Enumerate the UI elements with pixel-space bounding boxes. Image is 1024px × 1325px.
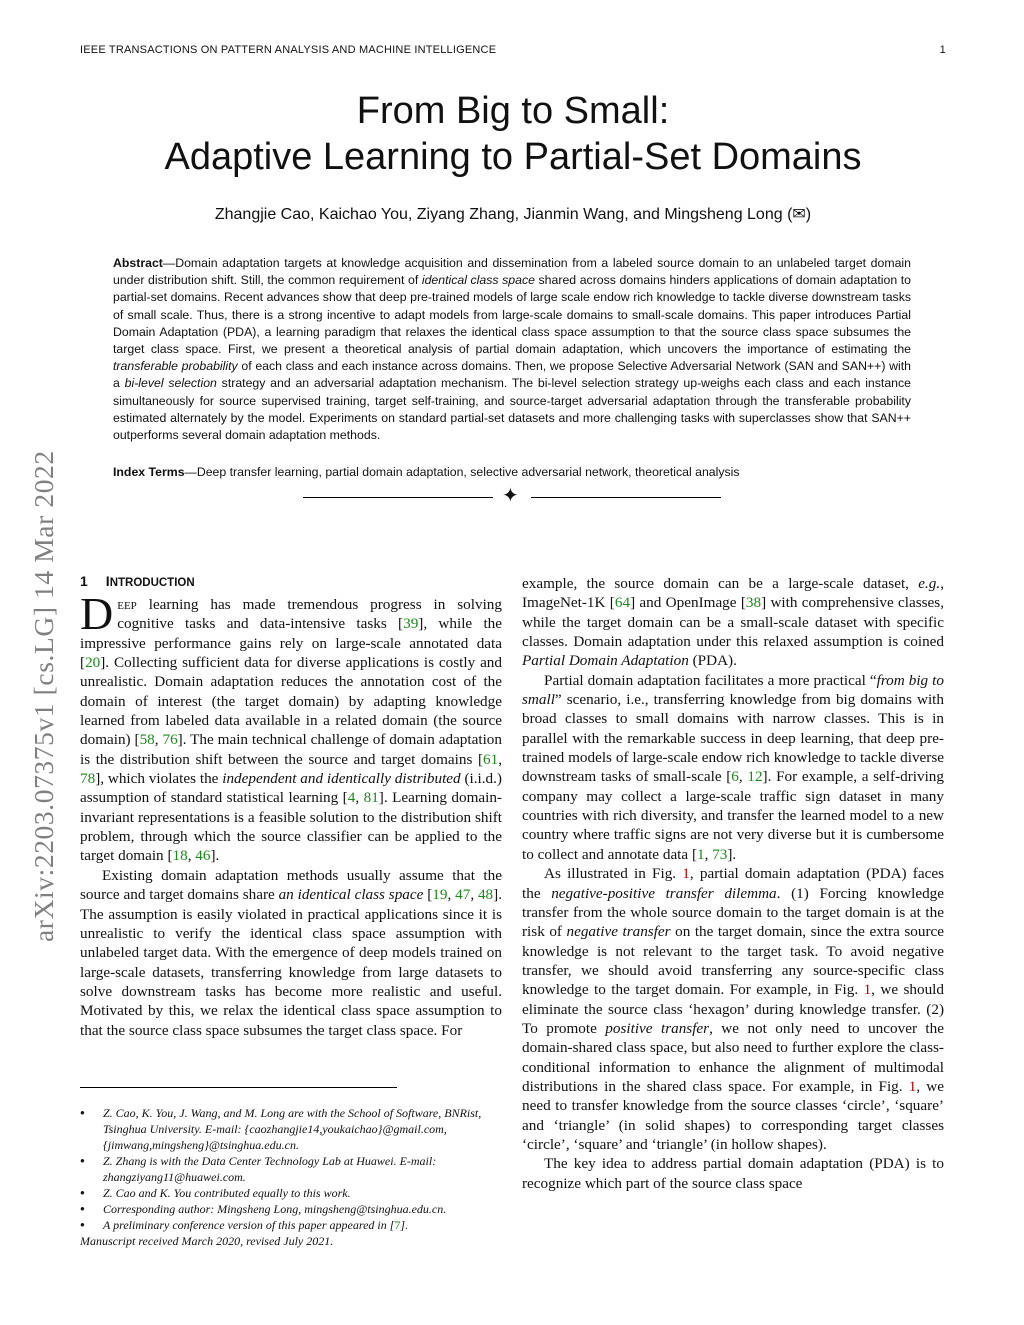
intro-paragraph-2 (80, 866, 502, 1040)
text: A preliminary conference version of this paper appeared in [ (103, 1218, 395, 1232)
citation-link[interactable]: 48 (477, 886, 494, 904)
section-number: 1 (80, 573, 88, 589)
citation-link[interactable]: 58 (139, 731, 155, 749)
abstract-text: —Domain adaptation targets at knowledge acquisition and dissemination from a labeled source domain to an unlabeled target domain under distribution shift. Still, the common requirement of (113, 256, 911, 288)
emphasis: e.g. (918, 575, 941, 592)
abstract-label: Abstract (113, 256, 163, 270)
emphasis: negative-positive transfer dilemma (551, 884, 777, 902)
footnote-affiliation: ● Z. Zhang is with the Data Center Technology Lab at Huawei. E-mail: zhangziyang11@huawei.com. (80, 1153, 502, 1185)
citation-link[interactable]: 6 (731, 768, 739, 786)
text: , we should eliminate the source class ‘hexagon’ during knowledge transfer. (2) To promote (522, 981, 944, 1037)
abstract-emphasis: bi-level selection (124, 376, 217, 391)
first-word: eep (117, 596, 137, 613)
author-list: Zhangjie Cao, Kaichao You, Ziyang Zhang, Jianmin Wang, and Mingsheng Long (✉) (214, 206, 812, 223)
abstract-text: shared across domains hinders applications of domain adaptation to partial-set domains. Recent advances show that deep pre-trained models of large scale endow rich knowledge to tackle diverse downstream tasks of small scale. Thus, there is a strong incentive to adapt models from large-scale domains to small-scale domains. This paper introduces Partial Domain Adaptation (PDA), a learning paradigm that relaxes the identical class space assumption to that the source class space subsumes the target class space. First, we present a theoretical analysis of partial domain adaptation, which uncovers the importance of estimating the (113, 273, 911, 357)
text: ] with comprehensive classes, while the target domain can be a small-scale dataset with specific classes. Domain adaptation under this relaxed assumption is coined (522, 594, 945, 651)
text: on the target domain, since the extra source knowledge is not relevant to the target task. To avoid negative transfer, we should avoid transferring any source-specific class knowledge to the target domain. For example, in Fig. (522, 923, 944, 999)
manuscript-note: Manuscript received March 2020, revised July 2021. (80, 1234, 334, 1248)
citation-link[interactable]: 73 (712, 845, 728, 863)
footnotes (80, 1105, 502, 1233)
text: learning has made tremendous progress in solving cognitive tasks and data-intensive tasks [ (117, 596, 502, 633)
abstract (113, 255, 911, 444)
text: , we not only need to uncover the domain-shared class space, but also need to further explore the class-conditional information to enhance the alignment of multimodal distributions in the shared class space. For example, in Fig. (522, 1019, 944, 1095)
emphasis: Partial Domain Adaptation (522, 652, 689, 670)
citation-link[interactable]: 64 (614, 594, 631, 612)
text: , (498, 750, 502, 768)
citation-link[interactable]: 47 (455, 886, 471, 904)
text: , (447, 886, 456, 904)
right-column (522, 574, 944, 1193)
citation-link[interactable]: 81 (363, 789, 379, 807)
text: , partial domain adaptation (PDA) faces the (522, 865, 944, 902)
text: , (470, 886, 478, 904)
text: ]. The assumption is easily violated in practical applications since it is unrealistic to verify the identical class space assumption with unlabeled target data. With the emergence of deep models trained on large-scale datasets, transferring knowledge from large datasets to solve downstream tasks has become more realistic and useful. Motivated by this, we relax the identical class space assumption to that the source class space subsumes the target class space. For (80, 886, 502, 1039)
journal-name: IEEE TRANSACTIONS ON PATTERN ANALYSIS AND MACHINE INTELLIGENCE (80, 44, 497, 56)
text: [ (423, 886, 433, 904)
citation-link[interactable]: 39 (403, 615, 419, 633)
intro-paragraph-5 (522, 864, 944, 1154)
citation-link[interactable]: 1 (697, 845, 705, 863)
text: The key idea to address partial domain adaptation (PDA) is to recognize which part of the source class space (522, 1155, 944, 1192)
emphasis: independent and identically distributed (222, 770, 461, 788)
section-title-initial: I (105, 573, 110, 589)
footnote-rule (80, 1087, 397, 1088)
text: , (704, 845, 713, 863)
drop-cap: D (80, 588, 114, 639)
citation-link[interactable]: 12 (747, 768, 763, 786)
separator-rule-right (531, 497, 721, 498)
text: , we need to transfer knowledge from the source classes ‘circle’, ‘square’ and ‘triangle’ (in solid shapes) to corresponding target classes ‘circle’, ‘square’ and ‘triangle’ (in hollow shapes). (522, 1077, 944, 1153)
text: , (355, 789, 364, 807)
text: , (187, 847, 196, 865)
emphasis: an identical class space (278, 886, 424, 904)
title-line-1: From Big to Small: (356, 90, 670, 132)
text: Partial domain adaptation facilitates a more practical “ (544, 671, 877, 689)
figure-link[interactable]: 1 (682, 865, 690, 883)
abstract-text: of each class and each instance across domains. Then, we propose Selective Adversarial Network (SAN and SAN++) with a (113, 359, 911, 391)
page-number: 1 (939, 44, 946, 56)
citation-link[interactable]: 7 (394, 1218, 401, 1232)
arxiv-identifier: arXiv:2203.07375v1 [cs.LG] 14 Mar 2022 (28, 450, 59, 942)
separator-rule-left (303, 497, 493, 498)
footnote-conference (80, 1217, 502, 1233)
text: Existing domain adaptation methods usually assume that the source and target domains share (80, 866, 502, 904)
citation-link[interactable]: 38 (745, 594, 762, 612)
citation-link[interactable]: 18 (172, 847, 188, 865)
citation-link[interactable]: 78 (80, 770, 96, 788)
footnote-corresponding: ● Corresponding author: Mingsheng Long, mingsheng@tsinghua.edu.cn. (80, 1201, 502, 1217)
citation-link[interactable]: 4 (347, 789, 356, 807)
left-column (80, 571, 502, 1040)
figure-link[interactable]: 1 (908, 1077, 917, 1095)
intro-paragraph-3 (522, 574, 944, 671)
footnote-affiliation: ● Z. Cao, K. You, J. Wang, and M. Long are with the School of Software, BNRist, Tsinghua University. E-mail: {caozhangjie14,youkaichao}@gmail.com, {jimwang,mingsheng}@tsinghua.edu.cn. (80, 1105, 502, 1153)
text: example, the source domain can be a large-scale dataset, (522, 575, 919, 592)
text: ], while the impressive performance gains rely on large-scale annotated data [ (80, 615, 502, 672)
text: , (738, 768, 748, 786)
citation-link[interactable]: 61 (483, 750, 499, 768)
citation-link[interactable]: 76 (162, 731, 178, 749)
index-terms-label: Index Terms (113, 465, 185, 479)
index-terms (113, 464, 911, 481)
text: As illustrated in Fig. (544, 865, 683, 883)
separator-diamond-icon: ✦ (502, 485, 519, 507)
text: , ImageNet-1K [ (522, 575, 944, 612)
title-line-2: Adaptive Learning to Partial-Set Domains (164, 136, 862, 178)
emphasis: from big to small (522, 671, 944, 709)
text: ], which violates the (95, 770, 223, 788)
citation-link[interactable]: 19 (432, 886, 448, 904)
section-title: NTRODUCTION (109, 577, 195, 589)
text: ]. (727, 845, 737, 863)
text: ]. For example, a self-driving company may collect a large-scale traffic sign dataset in many countries with rich diversity, and transfer the learned model to a new country where traffic signs are not very diverse but it is cumbersome to collect and annotate data [ (522, 768, 944, 863)
citation-link[interactable]: 20 (85, 654, 101, 672)
emphasis: negative transfer (566, 923, 671, 941)
footnote-contribution: ● Z. Cao and K. You contributed equally to this work. (80, 1185, 502, 1201)
abstract-text: strategy and an adversarial adaptation mechanism. The bi-level selection strategy up-weighs each class and each instance simultaneously for source supervised training, target self-training, and source-target adversarial adaptation through the transferable probability estimated alternately by the model. Experiments on standard partial-set datasets and more challenging tasks with superclasses show that SAN++ outperforms several domain adaptation methods. (113, 376, 911, 443)
intro-paragraph-6 (522, 1154, 944, 1193)
text: . (1) Forcing knowledge transfer from the whole source domain to the target domain is at the risk of (522, 884, 944, 941)
text: ]. The main technical challenge of domain adaptation is the distribution shift between the source and target domains [ (80, 731, 502, 768)
intro-paragraph-4 (522, 671, 944, 864)
text: (i.i.d.) assumption of standard statistical learning [ (80, 770, 502, 807)
text: ]. Collecting sufficient data for diverse applications is costly and unrealistic. Domain adaptation reduces the annotation cost of the domain of interest (the target domain) by adapting knowledge learned from labeled data available in a related domain (the source domain) [ (80, 654, 502, 749)
figure-link[interactable]: 1 (863, 981, 872, 999)
intro-paragraph-1 (80, 588, 502, 866)
text: (PDA). (688, 652, 737, 670)
abstract-emphasis: transferable probability (113, 359, 238, 374)
index-terms-text: —Deep transfer learning, partial domain adaptation, selective adversarial network, theoretical analysis (184, 465, 740, 479)
text: ]. (210, 847, 220, 865)
paper-title (80, 88, 946, 180)
section-heading (80, 571, 502, 591)
text: ]. (400, 1218, 409, 1232)
abstract-emphasis: identical class space (421, 273, 535, 288)
emphasis: positive transfer (605, 1019, 710, 1037)
citation-link[interactable]: 46 (195, 847, 211, 865)
text: ]. Learning domain-invariant representations is a feasible solution to the distribution shift problem, through which the source classifier can be applied to the target domain [ (80, 789, 502, 865)
text: ” scenario, i.e., transferring knowledge from big domains with broad classes to small domains with narrow classes. This is in parallel with the remarkable success in deep learning, that deep pre-trained models of large-scale endow rich knowledge to tackle diverse downstream tasks of small-scale [ (522, 691, 944, 786)
text: , (154, 731, 163, 749)
text: ] and OpenImage [ (630, 594, 746, 612)
